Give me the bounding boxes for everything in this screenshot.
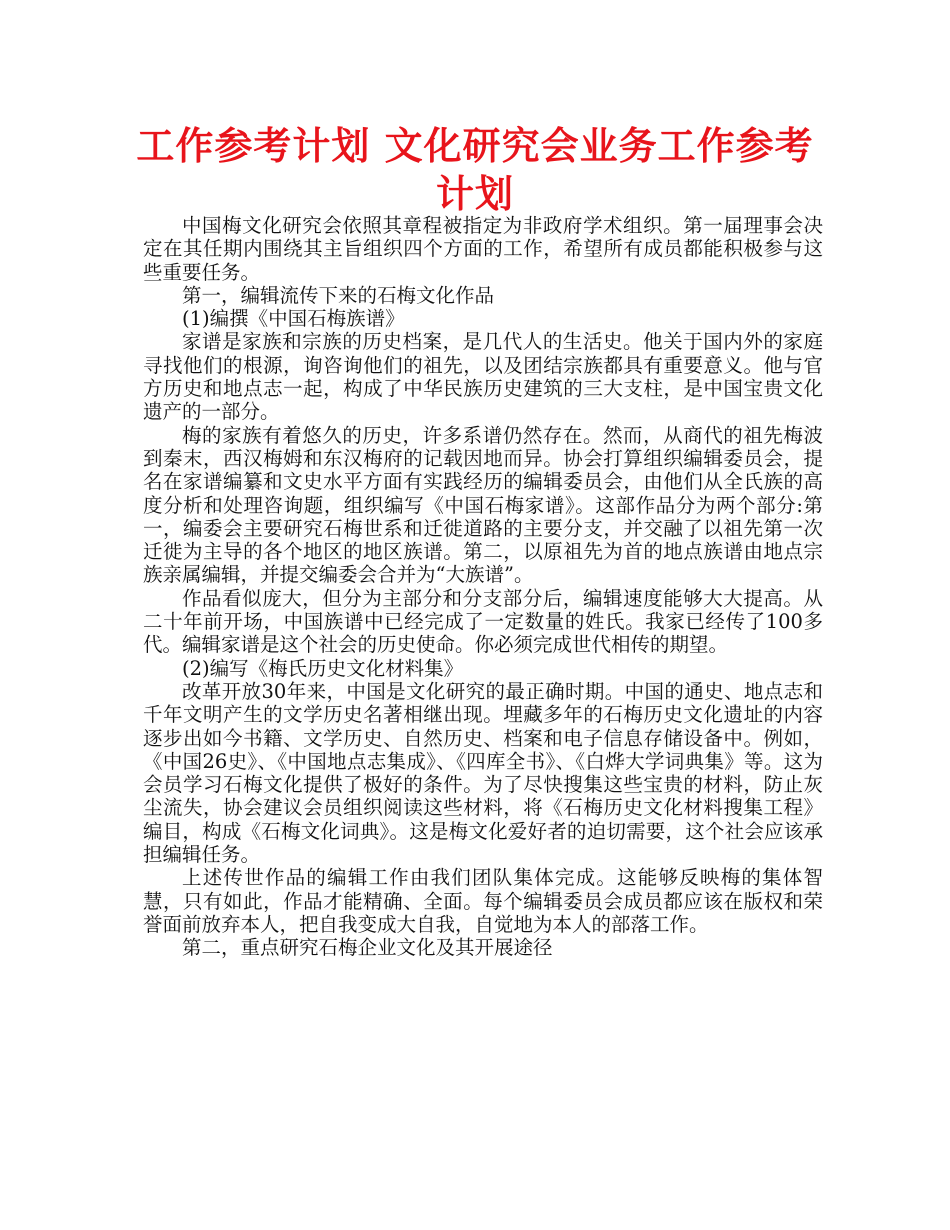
subsection-heading-materials: (2)编写《梅氏历史文化材料集》	[182, 656, 464, 680]
document-title: 工作参考计划 文化研究会业务工作参考计划	[136, 124, 814, 216]
paragraph-intro: 中国梅文化研究会依照其章程被指定为非政府学术组织。第一届理事会决定在其任期内围绕其主旨组织四个方面的工作，希望所有成员都能积极参与这些重要任务。	[143, 214, 823, 284]
paragraph-editing-speed: 作品看似庞大，但分为主部分和分支部分后，编辑速度能够大大提高。从二十年前开场，中国族谱中已经完成了一定数量的姓氏。我家已经传了100多代。编辑家谱是这个社会的历史使命。你必须完成世代相传的期望。	[143, 586, 823, 657]
paragraph-family-history: 梅的家族有着悠久的历史，许多系谱仍然存在。然而，从商代的祖先梅波到秦末，西汉梅姆和东汉梅府的记载因地而异。协会打算组织编辑委员会，提名在家谱编纂和文史水平方面有实践经历的编辑委员会，由他们从全氏族的高度分析和处理咨询题，组织编写《中国石梅家谱》。这部作品分为两个部分:第一，编委会主要研究石梅世系和迁徙道路的主要分支，并交融了以祖先第一次迁徙为主导的各个地区的地区族谱。第二，以原祖先为首的地点族谱由地点宗族亲属编辑，并提交编委会合并为“大族谱”。	[143, 423, 823, 587]
paragraph-collective-work: 上述传世作品的编辑工作由我们团队集体完成。这能够反映梅的集体智慧，只有如此，作品才能精确、全面。每个编辑委员会成员都应该在版权和荣誉面前放弃本人，把自我变成大自我，自觉地为本人的部落工作。	[143, 866, 823, 936]
section-heading-second: 第二，重点研究石梅企业文化及其开展途径	[182, 936, 553, 960]
subsection-heading-genealogy: (1)编撰《中国石梅族谱》	[182, 307, 405, 331]
paragraph-genealogy-significance: 家谱是家族和宗族的历史档案，是几代人的生活史。他关于国内外的家庭寻找他们的根源，询咨询他们的祖先，以及团结宗族都具有重要意义。他与官方历史和地点志一起，构成了中华民族历史建筑的三大支柱，是中国宝贵文化遗产的一部分。	[143, 330, 823, 424]
section-heading-first: 第一，编辑流传下来的石梅文化作品	[182, 283, 495, 307]
paragraph-reform-period: 改革开放30年来，中国是文化研究的最正确时期。中国的通史、地点志和千年文明产生的文学历史名著相继出现。埋藏多年的石梅历史文化遗址的内容逐步出如今书籍、文学历史、自然历史、档案和电子信息存储设备中。例如，《中国26史》、《中国地点志集成》、《四库全书》、《白烨大学词典集》等。这为会员学习石梅文化提供了极好的条件。为了尽快搜集这些宝贵的材料，防止灰尘流失，协会建议会员组织阅读这些材料，将《石梅历史文化材料搜集工程》编目，构成《石梅文化词典》。这是梅文化爱好者的迫切需要，这个社会应该承担编辑任务。	[143, 679, 823, 867]
document-body	[143, 214, 823, 960]
